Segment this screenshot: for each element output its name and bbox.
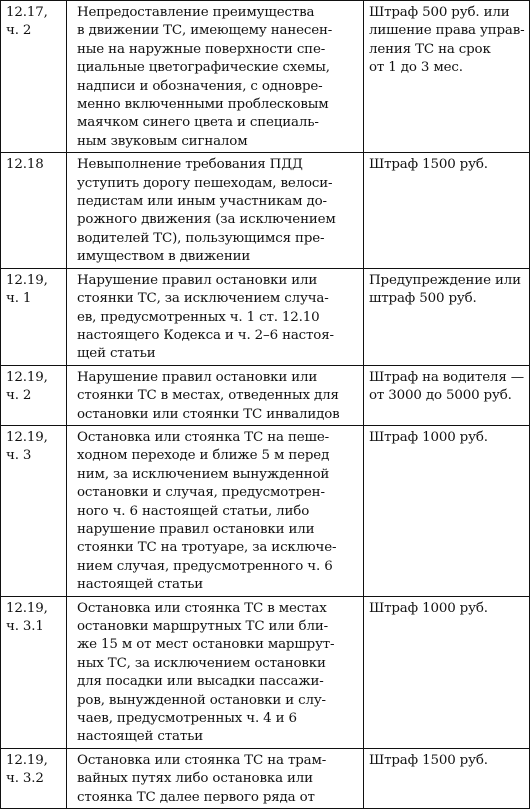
description-line: педистам или иным участникам до- (77, 194, 327, 210)
article-line: ч. 1 (6, 291, 32, 307)
description-line: ним, за исключением вынужденной (77, 466, 330, 482)
article-line: 12.19, (6, 369, 48, 385)
article-cell (1, 153, 67, 268)
penalty-cell (364, 268, 530, 365)
description-line: ходном переходе и ближе 5 м перед (77, 448, 330, 464)
description-line: Невыполнение требования ПДД (77, 157, 303, 173)
description-line: вайных путях либо остановка или (77, 771, 313, 787)
description-line: ров, вынужденной остановки и слу- (77, 692, 326, 708)
penalty-line: ления ТС на срок (369, 41, 491, 57)
description-line: ев, предусмотренных ч. 1 ст. 12.10 (77, 309, 320, 325)
article-line: ч. 2 (6, 388, 32, 404)
description-cell (67, 748, 364, 808)
table-row (1, 748, 530, 808)
article-cell (1, 425, 67, 596)
description-line: нием случая, предусмотренного ч. 6 (77, 558, 333, 574)
table-row (1, 425, 530, 596)
penalty-line: лишение права управ- (369, 23, 525, 39)
description-line: ного ч. 6 настоящей статьи, либо (77, 503, 310, 519)
penalty-cell (364, 596, 530, 748)
penalty-line: Штраф 1500 руб. (369, 752, 488, 768)
penalty-cell (364, 1, 530, 153)
description-line: водителей ТС), пользующимся пре- (77, 230, 325, 246)
description-line: ных ТС, за исключением остановки (77, 655, 326, 671)
description-line: Нарушение правил остановки или (77, 272, 318, 288)
penalty-line: от 3000 до 5000 руб. (369, 388, 512, 404)
description-line: настоящей статьи (77, 577, 203, 593)
description-line: Нарушение правил остановки или (77, 369, 318, 385)
description-cell (67, 365, 364, 425)
description-cell (67, 153, 364, 268)
table-row (1, 268, 530, 365)
fines-table-body (1, 1, 530, 809)
penalty-cell (364, 365, 530, 425)
article-line: ч. 3.1 (6, 619, 44, 634)
description-line: маячком синего цвета и специаль- (77, 115, 319, 131)
penalty-line: Штраф 1000 руб. (369, 600, 488, 616)
article-line: 12.19, (6, 272, 48, 288)
penalty-line: от 1 до 3 мес. (369, 60, 463, 76)
description-line: остановки и случая, предусмотрен- (77, 485, 325, 501)
description-line: имуществом в движении (77, 249, 251, 265)
description-line: остановки или стоянки ТС инвалидов (77, 406, 340, 422)
article-cell (1, 596, 67, 748)
description-line: стоянки ТС в местах, отведенных для (77, 388, 339, 404)
description-line: Остановка или стоянка ТС на трам- (77, 752, 327, 768)
penalty-line: Штраф 1500 руб. (369, 157, 488, 173)
description-line: Остановка или стоянка ТС в местах (77, 600, 327, 616)
penalty-line: Штраф 500 руб. или (369, 5, 510, 20)
table-row (1, 1, 530, 153)
description-line: же 15 м от мест остановки маршрут- (77, 637, 335, 653)
description-line: Непредоставление преимущества (77, 5, 315, 20)
article-line: ч. 2 (6, 23, 32, 39)
description-line: уступить дорогу пешеходам, велоси- (77, 175, 333, 191)
description-line: остановки маршрутных ТС или бли- (77, 619, 328, 634)
article-cell (1, 365, 67, 425)
description-line: менно включенными проблесковым (77, 97, 329, 113)
description-line: надписи и обозначения, с одновре- (77, 78, 323, 94)
description-line: стоянка ТС далее первого ряда от (77, 789, 315, 805)
description-line: настоящей статьи (77, 729, 203, 745)
table-row (1, 153, 530, 268)
description-line: в движении ТС, имеющему нанесен- (77, 23, 333, 39)
article-line: 12.19, (6, 752, 48, 768)
description-line: нарушение правил остановки или (77, 521, 315, 537)
article-line: 12.19, (6, 429, 48, 445)
description-line: для посадки или высадки пассажи- (77, 674, 324, 690)
description-line: Остановка или стоянка ТС на пеше- (77, 429, 329, 445)
penalty-line: Штраф на водителя — (369, 369, 525, 385)
penalty-line: штраф 500 руб. (369, 291, 477, 307)
article-line: ч. 3.2 (6, 771, 44, 787)
table-row (1, 596, 530, 748)
article-cell (1, 268, 67, 365)
article-line: 12.19, (6, 600, 48, 616)
penalty-line: Предупреждение или (369, 272, 521, 288)
description-cell (67, 425, 364, 596)
penalty-cell (364, 153, 530, 268)
penalty-cell (364, 748, 530, 808)
description-line: ным звуковым сигналом (77, 133, 248, 149)
article-line: 12.18 (6, 157, 44, 173)
article-cell (1, 748, 67, 808)
article-line: 12.17, (6, 5, 48, 20)
description-line: стоянки ТС, за исключением случа- (77, 291, 329, 307)
penalty-line: Штраф 1000 руб. (369, 429, 488, 445)
description-cell (67, 1, 364, 153)
article-line: ч. 3 (6, 448, 32, 464)
description-line: щей статьи (77, 346, 156, 362)
description-line: настоящего Кодекса и ч. 2–6 настоя- (77, 327, 334, 343)
description-line: ные на наружные поверхности спе- (77, 41, 326, 57)
article-cell (1, 1, 67, 153)
description-cell (67, 596, 364, 748)
description-line: стоянки ТС на тротуаре, за исключе- (77, 540, 337, 556)
table-row (1, 365, 530, 425)
description-line: чаев, предусмотренных ч. 4 и 6 (77, 711, 297, 727)
penalty-cell (364, 425, 530, 596)
description-cell (67, 268, 364, 365)
description-line: рожного движения (за исключением (77, 212, 336, 228)
description-line: циальные цветографические схемы, (77, 60, 330, 76)
